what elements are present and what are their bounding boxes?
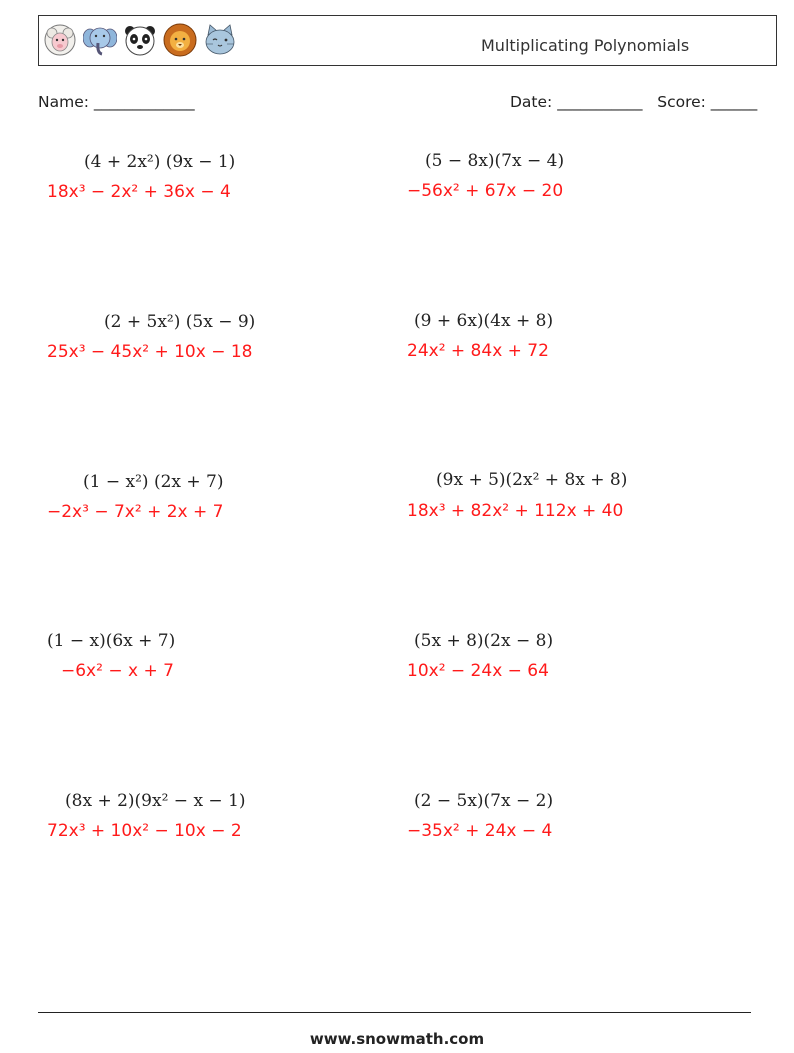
problem-10-answer: −35x² + 24x − 4 bbox=[407, 821, 553, 841]
problem-7-expression: (1 − x)(6x + 7) bbox=[47, 631, 176, 651]
problem-9-answer: 72x³ + 10x² − 10x − 2 bbox=[47, 821, 242, 841]
problem-6-answer: 18x³ + 82x² + 112x + 40 bbox=[407, 501, 624, 521]
problem-7-answer: −6x² − x + 7 bbox=[61, 661, 174, 681]
date-score-fields bbox=[510, 93, 757, 111]
problem-9-expression: (8x + 2)(9x² − x − 1) bbox=[65, 791, 246, 811]
footer-divider bbox=[38, 1012, 751, 1013]
sheep-icon bbox=[43, 23, 77, 57]
cat-icon bbox=[203, 23, 237, 57]
problem-1-answer: 18x³ − 2x² + 36x − 4 bbox=[47, 182, 231, 202]
elephant-icon bbox=[83, 23, 117, 57]
date-field: Date: ___________ bbox=[510, 93, 643, 111]
problem-3-answer: 25x³ − 45x² + 10x − 18 bbox=[47, 342, 253, 362]
problem-8-expression: (5x + 8)(2x − 8) bbox=[414, 631, 554, 651]
footer-website: www.snowmath.com bbox=[309, 1030, 485, 1048]
problem-4-answer: 24x² + 84x + 72 bbox=[407, 341, 549, 361]
problem-10-expression: (2 − 5x)(7x − 2) bbox=[414, 791, 554, 811]
name-field: Name: _____________ bbox=[38, 93, 195, 111]
lion-icon bbox=[163, 23, 197, 57]
panda-icon bbox=[123, 23, 157, 57]
problem-2-answer: −56x² + 67x − 20 bbox=[407, 181, 564, 201]
problem-4-expression: (9 + 6x)(4x + 8) bbox=[414, 311, 554, 331]
animal-icons bbox=[43, 23, 237, 61]
problem-5-answer: −2x³ − 7x² + 2x + 7 bbox=[47, 502, 224, 522]
problem-3-expression: (2 + 5x²) (5x − 9) bbox=[104, 312, 256, 332]
problem-2-expression: (5 − 8x)(7x − 4) bbox=[425, 151, 565, 171]
problem-5-expression: (1 − x²) (2x + 7) bbox=[83, 472, 224, 492]
score-field: Score: ______ bbox=[657, 93, 758, 111]
worksheet-header bbox=[38, 15, 777, 66]
problem-6-expression: (9x + 5)(2x² + 8x + 8) bbox=[436, 470, 628, 490]
problem-1-expression: (4 + 2x²) (9x − 1) bbox=[84, 152, 236, 172]
worksheet-title: Multiplicating Polynomials bbox=[481, 36, 690, 55]
problem-8-answer: 10x² − 24x − 64 bbox=[407, 661, 549, 681]
